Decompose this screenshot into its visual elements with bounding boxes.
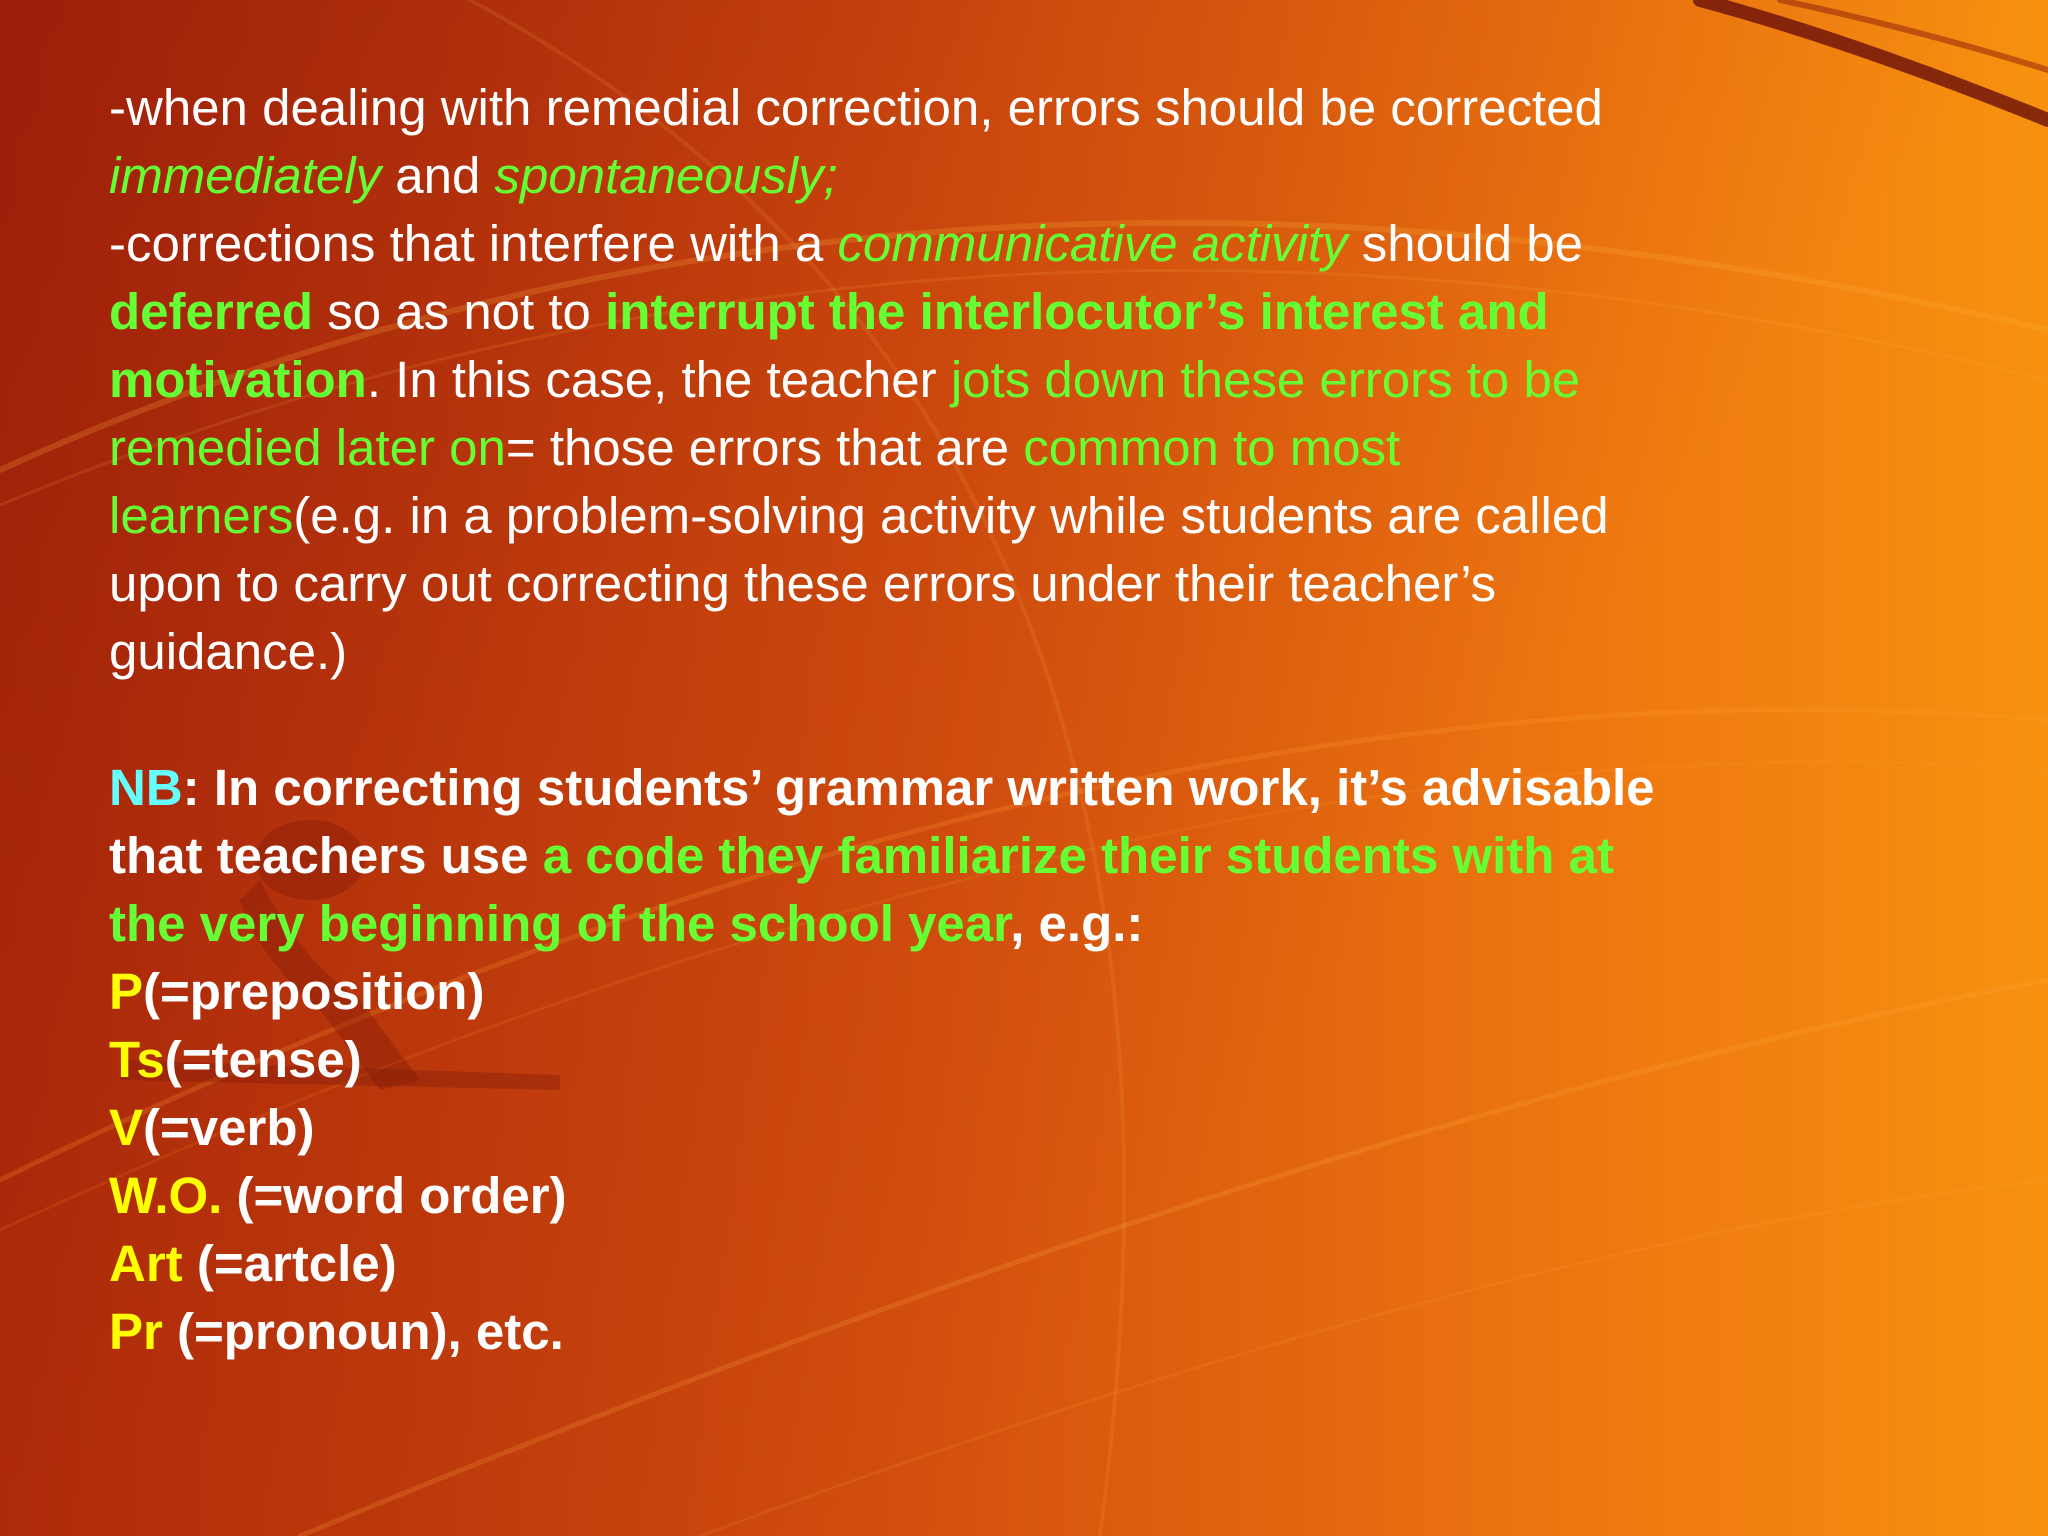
code-item-preposition: [109, 958, 2009, 1026]
deferred-correction-line-5: learners(e.g. in a problem-solving activity while students are called: [109, 487, 1609, 544]
nb-note-line-2: that teachers use a code they familiarize their students with at: [109, 827, 1614, 884]
code-meaning: (=preposition): [143, 963, 485, 1020]
deferred-correction-line-2: deferred so as not to interrupt the interlocutor’s interest and: [109, 283, 1549, 340]
nb-label: NB: [109, 759, 183, 816]
code-meaning: (=tense): [164, 1031, 362, 1088]
code-abbreviation: V: [109, 1099, 144, 1156]
slide-body: [109, 74, 2009, 1366]
deferred-correction-line-7: guidance.): [109, 623, 348, 680]
code-abbreviation: Art: [109, 1235, 183, 1292]
code-item-tense: [109, 1026, 2009, 1094]
code-item-pronoun: [109, 1298, 2009, 1366]
nb-note-line-3: the very beginning of the school year, e.g.:: [109, 895, 1144, 952]
code-meaning: (=word order): [222, 1167, 567, 1224]
paragraph-spacer: [109, 686, 2009, 754]
deferred-correction-line-4: remedied later on= those errors that are common to most: [109, 419, 1401, 476]
code-meaning: (=verb): [143, 1099, 315, 1156]
deferred-correction-line-3: motivation. In this case, the teacher jots down these errors to be: [109, 351, 1581, 408]
deferred-correction-line-6: upon to carry out correcting these errors under their teacher’s: [109, 555, 1497, 612]
nb-note-line-1: NB: In correcting students’ grammar written work, it’s advisable: [109, 759, 1655, 816]
remedial-correction-line-2: immediately and spontaneously;: [109, 147, 838, 204]
code-item-word-order: [109, 1162, 2009, 1230]
deferred-correction-line-1: -corrections that interfere with a communicative activity should be: [109, 215, 1583, 272]
code-abbreviation: P: [109, 963, 144, 1020]
code-item-verb: [109, 1094, 2009, 1162]
remedial-correction-line-1: -when dealing with remedial correction, errors should be corrected: [109, 79, 1603, 136]
code-meaning: (=artcle): [182, 1235, 397, 1292]
code-meaning: (=pronoun), etc.: [162, 1303, 564, 1360]
code-item-article: [109, 1230, 2009, 1298]
code-abbreviation: W.O.: [109, 1167, 223, 1224]
code-abbreviation: Pr: [109, 1303, 163, 1360]
code-abbreviation: Ts: [109, 1031, 165, 1088]
